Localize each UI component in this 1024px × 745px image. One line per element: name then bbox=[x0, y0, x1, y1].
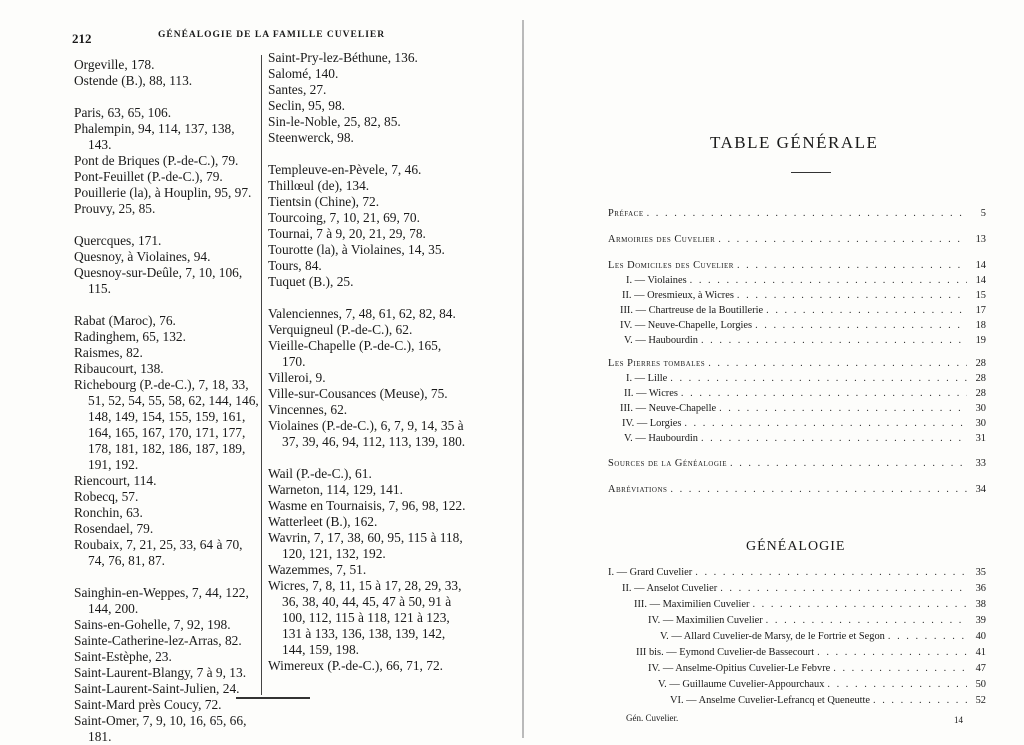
toc-label: IV. — Maximilien Cuvelier bbox=[648, 615, 763, 626]
dot-leader bbox=[701, 335, 967, 346]
index-entry: Wavrin, 7, 17, 38, 60, 95, 115 à 118, 120, 121, 132, 192. bbox=[268, 530, 463, 561]
dot-leader bbox=[670, 484, 967, 495]
toc-row bbox=[608, 373, 986, 388]
toc-page-number: 47 bbox=[975, 663, 986, 674]
dot-leader bbox=[690, 275, 967, 286]
letter-group-gap bbox=[74, 89, 260, 105]
index-entry: Tuquet (B.), 25. bbox=[268, 274, 354, 289]
signature-number: 14 bbox=[954, 715, 963, 725]
index-column-a bbox=[74, 57, 260, 745]
index-column-b bbox=[268, 50, 466, 674]
toc-page-number: 14 bbox=[975, 275, 986, 286]
dot-leader bbox=[766, 305, 967, 316]
toc-row bbox=[608, 403, 986, 418]
dot-leader bbox=[681, 388, 967, 399]
toc-label: III bis. — Eymond Cuvelier-de Bassecourt bbox=[636, 647, 815, 658]
index-entry: Richebourg (P.-de-C.), 7, 18, 33, 51, 52, 54, 55, 58, 62, 144, 146, 148, 149, 154, 155, 159, 161, 164, 165, 167, 170, 171, 177, 178, 181, 182, 186, 187, 189, 191, 192. bbox=[74, 377, 259, 472]
toc-title: TABLE GÉNÉRALE bbox=[710, 133, 879, 152]
dot-leader bbox=[718, 234, 967, 245]
index-entry: Villeroi, 9. bbox=[268, 370, 326, 385]
toc-row bbox=[608, 260, 986, 275]
toc-label: II. — Wicres bbox=[624, 388, 678, 399]
toc-page-number: 40 bbox=[975, 631, 986, 642]
toc-label: V. — Haubourdin bbox=[624, 335, 698, 346]
toc-label: Préface bbox=[608, 208, 644, 219]
toc-row bbox=[608, 335, 986, 350]
index-entry: Salomé, 140. bbox=[268, 66, 339, 81]
toc-label: II. — Oresmieux, à Wicres bbox=[622, 290, 734, 301]
index-entry: Steenwerck, 98. bbox=[268, 130, 354, 145]
index-entry: Valenciennes, 7, 48, 61, 62, 82, 84. bbox=[268, 306, 456, 321]
toc-row bbox=[608, 583, 986, 598]
toc-label: III. — Chartreuse de la Boutillerie bbox=[620, 305, 764, 316]
genealogy-title: GÉNÉALOGIE bbox=[746, 539, 846, 554]
index-entry: Raismes, 82. bbox=[74, 345, 143, 360]
running-head: GÉNÉALOGIE DE LA FAMILLE CUVELIER bbox=[158, 30, 386, 40]
toc-row bbox=[608, 305, 986, 320]
index-entry: Wicres, 7, 8, 11, 15 à 17, 28, 29, 33, 36, 38, 40, 44, 45, 47 à 50, 91 à 100, 112, 115 à 118, 121 à 123, 131 à 133, 136, 138, 139, 142, 144, 159, 198. bbox=[268, 578, 462, 657]
toc-page-number: 17 bbox=[975, 305, 986, 316]
index-entry: Wasme en Tournaisis, 7, 96, 98, 122. bbox=[268, 498, 466, 513]
index-entry: Wimereux (P.-de-C.), 66, 71, 72. bbox=[268, 658, 443, 673]
toc-page-number: 28 bbox=[975, 358, 986, 369]
toc-row bbox=[608, 320, 986, 335]
toc-row bbox=[608, 458, 986, 473]
title-rule bbox=[791, 172, 831, 173]
toc-row bbox=[608, 388, 986, 403]
index-entry: Quesnoy, à Violaines, 94. bbox=[74, 249, 211, 264]
letter-group-gap bbox=[268, 450, 466, 466]
letter-group-gap bbox=[268, 146, 466, 162]
letter-group-gap bbox=[268, 290, 466, 306]
toc-row bbox=[608, 234, 986, 249]
index-entry: Warneton, 114, 129, 141. bbox=[268, 482, 403, 497]
toc-page-number: 15 bbox=[975, 290, 986, 301]
index-entry: Saint-Mard près Coucy, 72. bbox=[74, 697, 222, 712]
index-entry: Tientsin (Chine), 72. bbox=[268, 194, 380, 209]
toc-label: IV. — Neuve-Chapelle, Lorgies bbox=[620, 320, 753, 331]
index-entry: Rabat (Maroc), 76. bbox=[74, 313, 176, 328]
toc-page-number: 30 bbox=[975, 403, 986, 414]
toc-row bbox=[608, 433, 986, 448]
index-entry: Ribaucourt, 138. bbox=[74, 361, 164, 376]
index-entry: Prouvy, 25, 85. bbox=[74, 201, 156, 216]
toc-label: III. — Neuve-Chapelle bbox=[620, 403, 717, 414]
index-entry: Roubaix, 7, 21, 25, 33, 64 à 70, 74, 76, 81, 87. bbox=[74, 537, 243, 568]
toc-page-number: 39 bbox=[975, 615, 986, 626]
toc-row bbox=[608, 208, 986, 223]
index-entry: Saint-Estèphe, 23. bbox=[74, 649, 172, 664]
index-entry: Wazemmes, 7, 51. bbox=[268, 562, 367, 577]
toc-row bbox=[608, 567, 986, 582]
toc-row bbox=[608, 615, 986, 630]
dot-leader bbox=[817, 647, 967, 658]
index-entry: Violaines (P.-de-C.), 6, 7, 9, 14, 35 à 37, 39, 46, 94, 112, 113, 139, 180. bbox=[268, 418, 466, 449]
index-entry: Riencourt, 114. bbox=[74, 473, 157, 488]
dot-leader bbox=[873, 695, 967, 706]
index-entry: Orgeville, 178. bbox=[74, 57, 155, 72]
dot-leader bbox=[737, 260, 967, 271]
index-entry: Tourotte (la), à Violaines, 14, 35. bbox=[268, 242, 445, 257]
index-entry: Pont-Feuillet (P.-de-C.), 79. bbox=[74, 169, 223, 184]
index-entry: Seclin, 95, 98. bbox=[268, 98, 345, 113]
index-entry: Ostende (B.), 88, 113. bbox=[74, 73, 193, 88]
letter-group-gap bbox=[74, 569, 260, 585]
toc-label: V. — Guillaume Cuvelier-Appourchaux bbox=[658, 679, 825, 690]
index-entry: Robecq, 57. bbox=[74, 489, 139, 504]
letter-group-gap bbox=[74, 297, 260, 313]
index-entry: Paris, 63, 65, 106. bbox=[74, 105, 172, 120]
dot-leader bbox=[670, 373, 967, 384]
index-entry: Vieille-Chapelle (P.-de-C.), 165, 170. bbox=[268, 338, 442, 369]
toc-page-number: 18 bbox=[975, 320, 986, 331]
toc-row bbox=[608, 599, 986, 614]
toc-page-number: 13 bbox=[975, 234, 986, 245]
index-entry: Pouillerie (la), à Houplin, 95, 97. bbox=[74, 185, 252, 200]
dot-leader bbox=[695, 567, 967, 578]
index-entry: Saint-Omer, 7, 9, 10, 16, 65, 66, 181. bbox=[74, 713, 247, 744]
right-page bbox=[530, 0, 1024, 738]
index-entry: Tours, 84. bbox=[268, 258, 322, 273]
dot-leader bbox=[833, 663, 967, 674]
toc-page-number: 5 bbox=[980, 208, 986, 219]
toc-page-number: 41 bbox=[975, 647, 986, 658]
dot-leader bbox=[708, 358, 967, 369]
index-entry: Sainghin-en-Weppes, 7, 44, 122, 144, 200. bbox=[74, 585, 249, 616]
toc-page-number: 50 bbox=[975, 679, 986, 690]
index-entry: Verquigneul (P.-de-C.), 62. bbox=[268, 322, 413, 337]
dot-leader bbox=[647, 208, 967, 219]
toc-row bbox=[608, 418, 986, 433]
toc-page-number: 28 bbox=[975, 388, 986, 399]
toc-row bbox=[608, 663, 986, 678]
toc-row bbox=[608, 358, 986, 373]
toc-page-number: 19 bbox=[975, 335, 986, 346]
index-entry: Sin-le-Noble, 25, 82, 85. bbox=[268, 114, 401, 129]
dot-leader bbox=[719, 403, 967, 414]
toc-row bbox=[608, 290, 986, 305]
index-entry: Vincennes, 62. bbox=[268, 402, 348, 417]
dot-leader bbox=[737, 290, 967, 301]
index-entry: Sainte-Catherine-lez-Arras, 82. bbox=[74, 633, 242, 648]
dot-leader bbox=[730, 458, 967, 469]
toc-page-number: 28 bbox=[975, 373, 986, 384]
toc-label: III. — Maximilien Cuvelier bbox=[634, 599, 750, 610]
dot-leader bbox=[701, 433, 967, 444]
index-entry: Templeuve-en-Pèvele, 7, 46. bbox=[268, 162, 422, 177]
toc-page-number: 34 bbox=[975, 484, 986, 495]
toc-label: V. — Allard Cuvelier-de Marsy, de le Fortrie et Segon bbox=[660, 631, 885, 642]
toc-page-number: 33 bbox=[975, 458, 986, 469]
toc-page-number: 38 bbox=[975, 599, 986, 610]
index-entry: Sains-en-Gohelle, 7, 92, 198. bbox=[74, 617, 231, 632]
dot-leader bbox=[888, 631, 967, 642]
toc-row bbox=[608, 647, 986, 662]
toc-label: IV. — Anselme-Opitius Cuvelier-Le Febvre bbox=[648, 663, 831, 674]
end-rule bbox=[236, 697, 310, 699]
toc-row bbox=[608, 695, 986, 710]
toc-page-number: 35 bbox=[975, 567, 986, 578]
toc-label: II. — Anselot Cuvelier bbox=[622, 583, 718, 594]
index-entry: Saint-Laurent-Blangy, 7 à 9, 13. bbox=[74, 665, 247, 680]
toc-label: I. — Lille bbox=[626, 373, 668, 384]
toc-row bbox=[608, 631, 986, 646]
index-entry: Tournai, 7 à 9, 20, 21, 29, 78. bbox=[268, 226, 426, 241]
book-spine bbox=[522, 20, 524, 738]
dot-leader bbox=[684, 418, 967, 429]
index-entry: Quercques, 171. bbox=[74, 233, 162, 248]
toc-label: Abréviations bbox=[608, 484, 668, 495]
index-entry: Quesnoy-sur-Deûle, 7, 10, 106, 115. bbox=[74, 265, 243, 296]
index-entry: Ville-sur-Cousances (Meuse), 75. bbox=[268, 386, 448, 401]
dot-leader bbox=[720, 583, 967, 594]
letter-group-gap bbox=[74, 217, 260, 233]
index-entry: Saint-Pry-lez-Béthune, 136. bbox=[268, 50, 418, 65]
toc-label: Les Domiciles des Cuvelier bbox=[608, 260, 734, 271]
index-entry: Tourcoing, 7, 10, 21, 69, 70. bbox=[268, 210, 420, 225]
index-entry: Ronchin, 63. bbox=[74, 505, 143, 520]
dot-leader bbox=[766, 615, 967, 626]
toc-label: VI. — Anselme Cuvelier-Lefrancq et Queneutte bbox=[670, 695, 871, 706]
index-entry: Pont de Briques (P.-de-C.), 79. bbox=[74, 153, 239, 168]
column-divider bbox=[261, 55, 262, 695]
toc-row bbox=[608, 275, 986, 290]
toc-page-number: 52 bbox=[975, 695, 986, 706]
dot-leader bbox=[752, 599, 967, 610]
dot-leader bbox=[755, 320, 967, 331]
toc-page-number: 14 bbox=[975, 260, 986, 271]
toc-label: Sources de la Généalogie bbox=[608, 458, 728, 469]
toc-page-number: 30 bbox=[975, 418, 986, 429]
signature-mark: Gén. Cuvelier. bbox=[626, 713, 679, 723]
index-entry: Radinghem, 65, 132. bbox=[74, 329, 186, 344]
index-entry: Thillœul (de), 134. bbox=[268, 178, 370, 193]
toc-page-number: 31 bbox=[975, 433, 986, 444]
toc-label: V. — Haubourdin bbox=[624, 433, 698, 444]
index-entry: Phalempin, 94, 114, 137, 138, 143. bbox=[74, 121, 235, 152]
toc-label: Les Pierres tombales bbox=[608, 358, 706, 369]
dot-leader bbox=[827, 679, 967, 690]
index-entry: Saint-Laurent-Saint-Julien, 24. bbox=[74, 681, 240, 696]
toc-page-number: 36 bbox=[975, 583, 986, 594]
toc-label: IV. — Lorgies bbox=[622, 418, 682, 429]
toc-row bbox=[608, 679, 986, 694]
index-entry: Watterleet (B.), 162. bbox=[268, 514, 378, 529]
toc-label: I. — Grard Cuvelier bbox=[608, 567, 693, 578]
toc-label: I. — Violaines bbox=[626, 275, 687, 286]
toc-row bbox=[608, 484, 986, 499]
toc-label: Armoiries des Cuvelier bbox=[608, 234, 716, 245]
index-entry: Rosendael, 79. bbox=[74, 521, 154, 536]
page-number: 212 bbox=[72, 31, 92, 46]
index-entry: Wail (P.-de-C.), 61. bbox=[268, 466, 372, 481]
index-entry: Santes, 27. bbox=[268, 82, 327, 97]
